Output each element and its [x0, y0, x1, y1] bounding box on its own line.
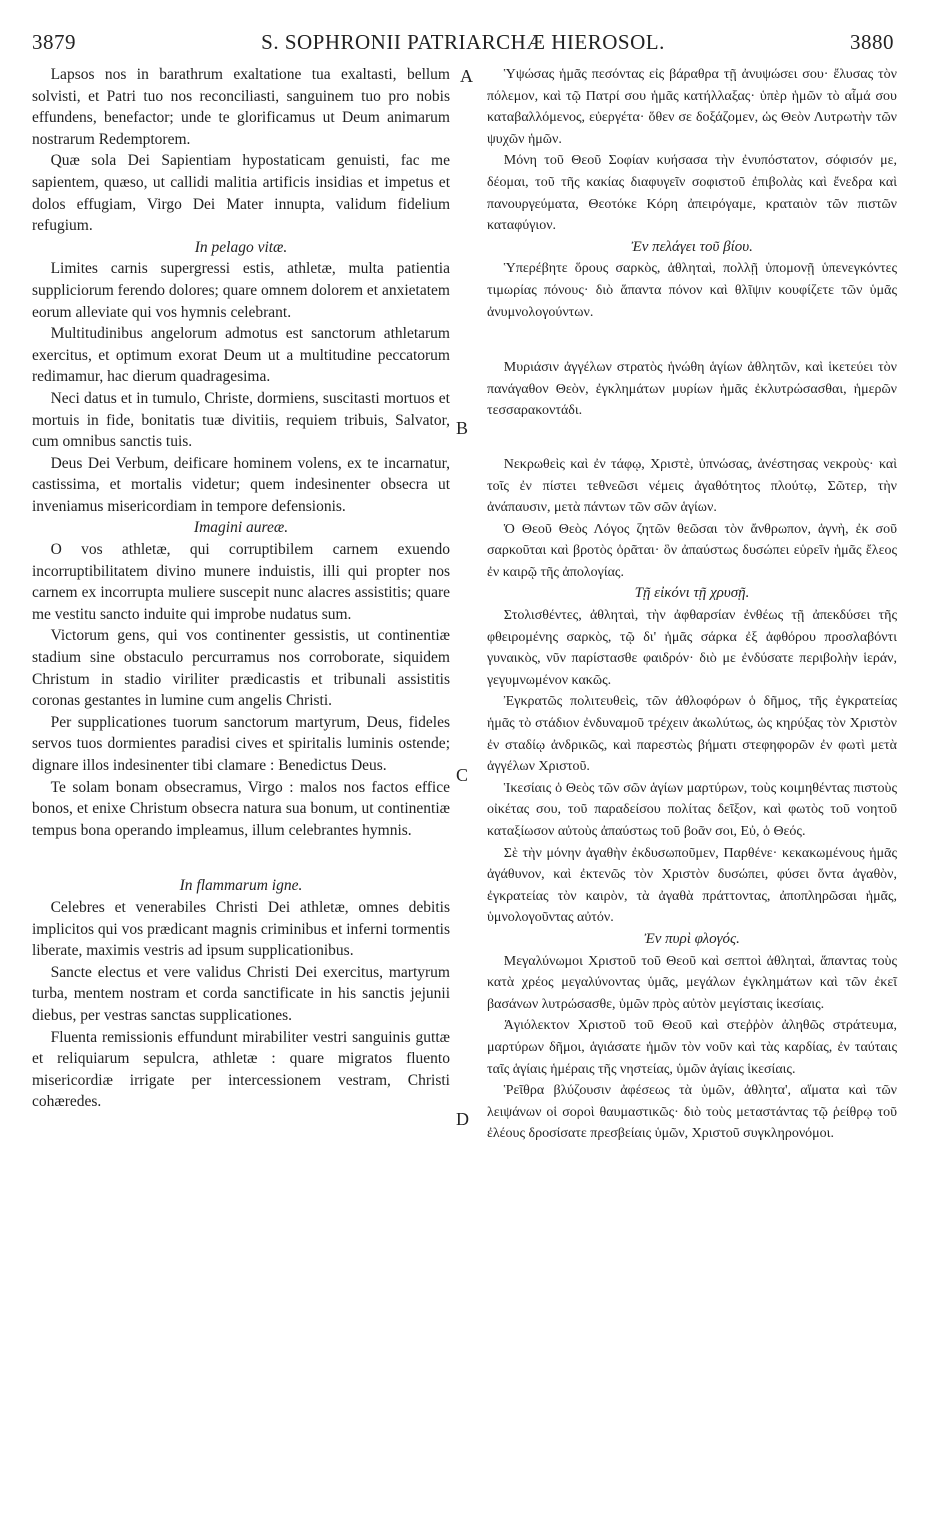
greek-column	[487, 64, 897, 1145]
page-header	[32, 30, 894, 58]
greek-heading: Τῇ εἰκόνι τῇ χρυσῇ.	[634, 585, 750, 602]
greek-paragraph: Σὲ τὴν μόνην ἀγαθὴν ἐκδυσωποῦμεν, Παρθένε· κεκακωμένους ἡμᾶς ἀγάθυνον, καὶ ἐκτενῶς τὸν Χριστὸν δυσώπει, φύσει ὄντα ἀγαθὸν, ἐγκρατείας τὸν καιρὸν, τὰ ἀγαθὰ πράττοντας, ἀποπληρῶσαι ἡμᾶς, ὑμνολογοῦντας αὐτόν.	[487, 845, 897, 926]
greek-paragraph: Μυριάσιν ἀγγέλων στρατὸς ἡνώθη ἁγίων ἀθλητῶν, καὶ ἱκετεύει τὸν πανάγαθον Θεὸν, ἐγκλημάτων μυρίων ἡμᾶς ἐκλυτρώσασθαι, ἡμερῶν τεσσαρακοντάδι.	[487, 360, 897, 419]
latin-paragraph: Limites carnis supergressi estis, athletæ, multa patientia suppliciorum ferendo dolores; quare omnem dolorem et anxietatem eorum alleviate qui vos hymnis celebrant.	[32, 260, 450, 321]
section-marker-c: C	[456, 765, 469, 785]
latin-paragraph: Te solam bonam obsecramus, Virgo : malos nos factos effice bonos, et enixe Christum obsecra natura sua bonum, ut continentiæ tempus bona operando impleamus, illum celebrantes hymnis.	[32, 778, 450, 839]
greek-paragraph: Ῥεῖθρα βλύζουσιν ἀφέσεως τὰ ὑμῶν, ἀθλητα', αἵματα καὶ τῶν λειψάνων οἱ σοροὶ θαυμαστικῶς· διὸ τοὺς μεταστάντας τῷ ῥείθρῳ τοῦ ἐλέους δροσίσατε πρεσβείαις ὑμῶν, Χριστοῦ συγκληρονόμοι.	[487, 1083, 897, 1142]
latin-paragraph: Celebres et venerabiles Christi Dei athletæ, omnes debitis implicitos qui vos prædicant magnis criminibus et inferni tormentis liberate, maximis vestris ad ipsum supplicationibus.	[32, 898, 450, 960]
latin-paragraph: Quæ sola Dei Sapientiam hypostaticam genuisti, fac me sapientem, quæso, ut callidi malitia artificis insidias et impetus et dolos effugiam, Virgo Dei Mater innupta, validum fidelium refugium.	[32, 152, 450, 235]
running-title: S. SOPHRONII PATRIARCHÆ HIEROSOL.	[261, 30, 665, 54]
latin-heading: In pelago vitæ.	[194, 238, 288, 256]
section-marker-d: D	[456, 1109, 469, 1129]
greek-paragraph: Ὑψώσας ἡμᾶς πεσόντας εἰς βάραθρα τῇ ἀνυψώσει σου· ἔλυσας τὸν πόλεμον, καὶ τῷ Πατρί σου ἡμᾶς κατήλλαξας· ὑπὲρ ἡμῶν τὸ αἷμά σου καταβαλλόμενος, εὐεργέτα· ὅθεν σε δοξάζομεν, ὡς Θεὸν Λυτρωτὴν τῶν ψυχῶν ἡμῶν.	[487, 67, 897, 147]
greek-heading: Ἐν πυρὶ φλογός.	[644, 930, 740, 947]
latin-heading: In flammarum igne.	[179, 877, 303, 895]
latin-paragraph: Per supplicationes tuorum sanctorum martyrum, Deus, fideles servos tuos dormientes paradisi cives et spiritalis luminis ostende; dignare illos indesinenter tibi clamare : Benedictus Deus.	[32, 713, 450, 774]
greek-paragraph: Ἱκεσίαις ὁ Θεὸς τῶν σῶν ἁγίων μαρτύρων, τοὺς κοιμηθέντας πιστοὺς οἰκέτας σου, τοῦ παραδείσου πολίτας δεῖξον, καὶ φωτὸς τοῦ νοητοῦ καταξίωσον αὐτοὺς ἀπαύστως τοῦ βοᾶν σοι, Εὐ, ὁ Θεός.	[487, 780, 897, 839]
greek-heading: Ἐν πελάγει τοῦ βίου.	[631, 238, 753, 255]
greek-paragraph: Μεγαλύνωμοι Χριστοῦ τοῦ Θεοῦ καὶ σεπτοὶ ἀθληταὶ, ἅπαντας τοὺς κατὰ χρέος μεγαλύνοντας ὑμᾶς, μεγάλων ἐγκλημάτων καὶ τῶν ἐκεῖ βασάνων λυτρώσασθε, ὑμῶν πρὸς αὐτὸν μεγίσταις ἱκεσίαις.	[487, 953, 897, 1012]
greek-paragraph: Ἁγιόλεκτον Χριστοῦ τοῦ Θεοῦ καὶ στεῤῥὸν ἀληθῶς στράτευμα, μαρτύρων δῆμοι, ἁγιάσατε ἡμῶν τὸν νοῦν καὶ τὰς καρδίας, ἐν ταύταις ταῖς ἁγίαις ἡμέραις τῆς νηστείας, ὑμῶν ἁγίαις ἱκεσίαις.	[487, 1018, 897, 1077]
section-marker-b: B	[456, 418, 469, 438]
section-marker-a: A	[460, 66, 473, 86]
greek-paragraph: Στολισθέντες, ἀθληταὶ, τὴν ἀφθαρσίαν ἐνθέως τῇ ἀπεκδύσει τῆς φθειρομένης σαρκὸς, τῷ δι' ἡμᾶς σάρκα ἐξ ἀφθόρου προσλαβόντι γυναικὸς, νῦν παρίστασθε φαιδρόν· διὸ με ἐνδύσατε περιβολὴν ἱεράν, γεγυμνωμένον κακῶς.	[487, 608, 897, 688]
latin-heading: Imagini aureæ.	[193, 519, 289, 537]
greek-paragraph: Ὑπερέβητε ὅρους σαρκὸς, ἀθληταὶ, πολλῇ ὑπομονῇ ὑπενεγκόντες τιμωρίας πόνους· διὸ ἅπαντα πόνον καὶ θλῖψιν κουφίζετε τῶν ὑμᾶς ἀνυμνολογούντων.	[487, 261, 897, 320]
spacer	[32, 841, 450, 875]
page-number-right: 3880	[850, 30, 894, 54]
greek-paragraph: Ἐγκρατῶς πολιτευθεὶς, τῶν ἀθλοφόρων ὁ δῆμος, τῆς ἐγκρατείας ἡμᾶς τὸ στάδιον ἐνδυναμοῦ τρέχειν ἀκωλύτως, ὡς κηρύξας τὸν Χριστὸν ἐν σταδίῳ ἀνδρικῶς, καὶ παρεστὼς βήματι στεφηφορῶν ἐν φωτὶ μετὰ ἀγγέλων Χριστοῦ.	[487, 694, 897, 775]
latin-paragraph: Neci datus et in tumulo, Christe, dormiens, suscitasti mortuos et mortuis in fide, bonitatis tuæ divitiis, requiem tribuis, Salvator, cum omnibus sanctis tuis.	[32, 389, 450, 451]
latin-paragraph: Sancte electus et vere validus Christi Dei exercitus, martyrum turba, mentem nostram et corda sanctificate in his sanctis jejunii diebus, per vestras sanctas supplicationes.	[32, 963, 450, 1024]
latin-column	[32, 64, 450, 1113]
latin-paragraph: Multitudinibus angelorum admotus est sanctorum athletarum exercitus, et optimum exorat Deum ut a multitudine peccatorum redimamur, hac dierum quadragesima.	[32, 325, 450, 386]
latin-paragraph: O vos athletæ, qui corruptibilem carnem exuendo incorruptibilitatem divino munere induistis, illi qui propter nos carnem ex incorrupta muliere suscepit nunc alacres assistitis; quare me vestitu sancto induite qui improbe nudatus sum.	[32, 541, 450, 623]
page-number-left: 3879	[32, 30, 76, 54]
spacer	[487, 323, 897, 357]
greek-paragraph: Νεκρωθεὶς καὶ ἐν τάφῳ, Χριστὲ, ὑπνώσας, ἀνέστησας νεκροὺς· καὶ τοῖς ἐν πίστει τεθνεῶσι νέμεις ἀγαθότητος πλούτῳ, Σῶτερ, τὴν ἀνάπαυσιν, μετὰ πάντων τῶν σῶν ἁγίων.	[487, 456, 897, 516]
latin-paragraph: Fluenta remissionis effundunt mirabiliter vestri sanguinis guttæ et reliquiarum sepulcra, athletæ : quare migratos fluento misericordiæ irrigate per intercessionem vestram, Christi cohæredes.	[32, 1028, 450, 1111]
latin-paragraph: Lapsos nos in barathrum exaltatione tua exaltasti, bellum solvisti, et Patri tuo nos reconciliasti, sanguinem tuo pro nobis effundens, benefactor; unde te glorificamus ut Deum animarum nostrarum Redemptorem.	[32, 66, 450, 148]
greek-paragraph: Ὁ Θεοῦ Θεὸς Λόγος ζητῶν θεῶσαι τὸν ἄνθρωπον, ἁγνὴ, ἐκ σοῦ σαρκοῦται καὶ βροτὸς ὁρᾶται· ὃν ἀπαύστως δυσώπει εὑρεῖν ἡμᾶς ἔλεος ἐν καιρῷ τῆς ἀπολογίας.	[487, 521, 897, 580]
spacer	[487, 422, 897, 454]
latin-paragraph: Deus Dei Verbum, deificare hominem volens, ex te incarnatur, castissima, et mortalis videtur; quem indesinenter obsecra ut inveniamus misericordiam in tempore defensionis.	[32, 454, 450, 515]
greek-paragraph: Μόνη τοῦ Θεοῦ Σοφίαν κυήσασα τὴν ἐνυπόστατον, σόφισόν με, δέομαι, τοῦ τῆς κακίας διαφυγεῖν σοφιστοῦ ἐπιβολὰς καὶ ἔνεδρα καὶ πανουργεύματα, Θεοτόκε Κόρη ἀπειρόγαμε, κραταιὸν τῶν πιστῶν καταφύγιον.	[487, 153, 897, 234]
latin-paragraph: Victorum gens, qui vos continenter gessistis, ut continentiæ stadium sine obstaculo percurramus nos corroborate, siquidem Christum in stadio viriliter prædicastis et tribunali assistitis coronas gestantes in lumine cum angelis Christi.	[32, 627, 450, 710]
